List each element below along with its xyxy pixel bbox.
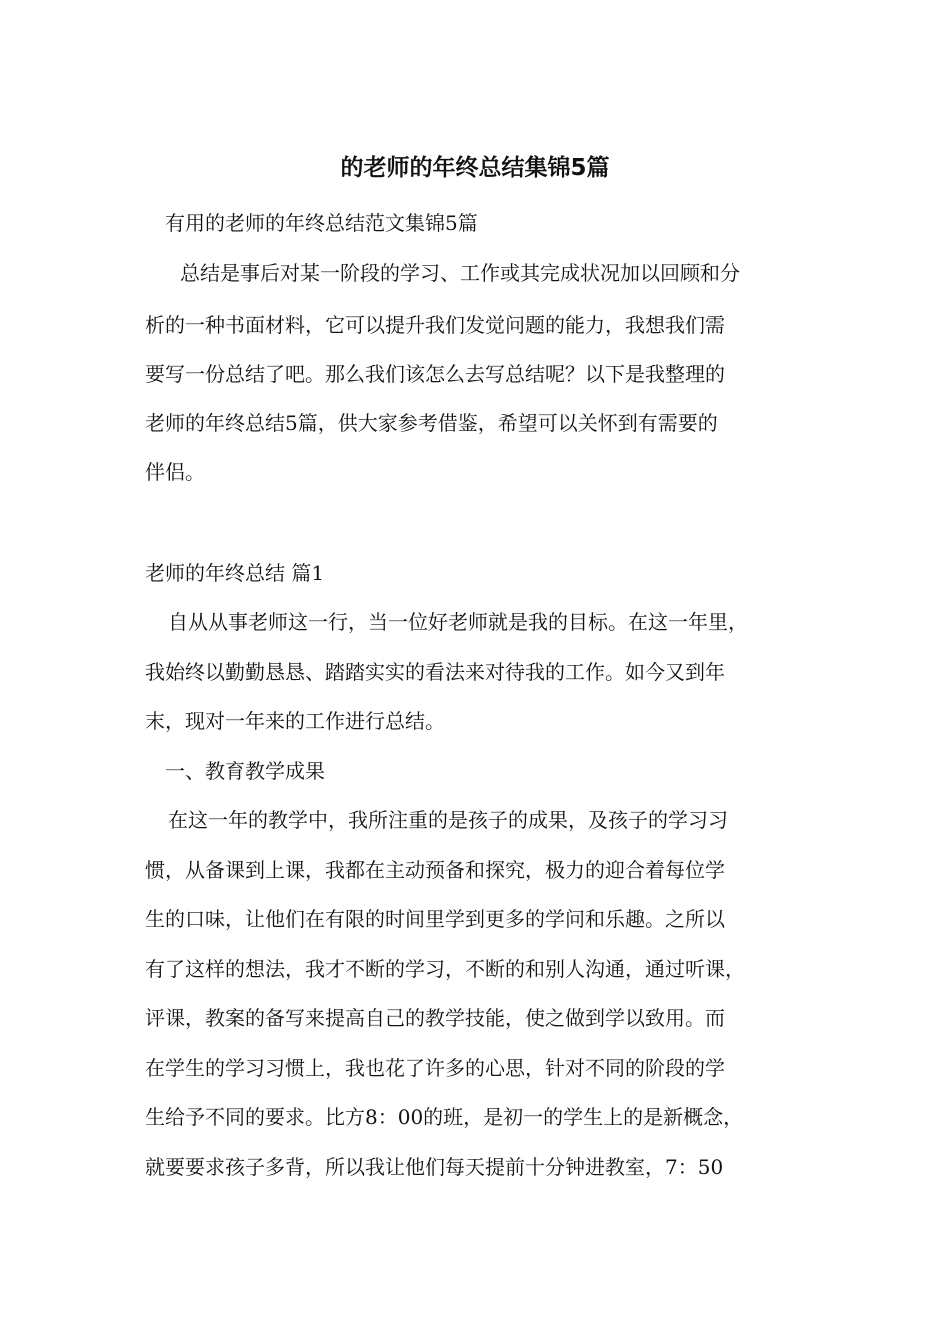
paragraph-line: 我始终以勤勤恳恳、踏踏实实的看法来对待我的工作。如今又到年 xyxy=(145,660,725,684)
paragraph-line: 生的口味，让他们在有限的时间里学到更多的学问和乐趣。之所以 xyxy=(145,907,725,931)
intro-line: 老师的年终总结5篇，供大家参考借鉴，希望可以关怀到有需要的 xyxy=(145,411,718,435)
section-heading: 老师的年终总结 篇1 xyxy=(145,561,325,585)
paragraph-line: 自从从事老师这一行，当一位好老师就是我的目标。在这一年里， xyxy=(168,610,748,634)
paragraph-line: 在学生的学习习惯上，我也花了许多的心思，针对不同的阶段的学 xyxy=(145,1056,725,1080)
document-title: 的老师的年终总结集锦5篇 xyxy=(340,155,610,181)
paragraph-line: 惯，从备课到上课，我都在主动预备和探究，极力的迎合着每位学 xyxy=(145,858,725,882)
paragraph-line: 生给予不同的要求。比方8：00的班，是初一的学生上的是新概念， xyxy=(145,1105,744,1129)
paragraph-line: 末，现对一年来的工作进行总结。 xyxy=(145,709,445,733)
intro-line: 伴侣。 xyxy=(145,460,205,484)
paragraph-line: 评课，教案的备写来提高自己的教学技能，使之做到学以致用。而 xyxy=(145,1006,725,1030)
paragraph-line: 在这一年的教学中，我所注重的是孩子的成果，及孩子的学习习 xyxy=(168,808,728,832)
subheading: 一、教育教学成果 xyxy=(165,759,325,783)
document-subtitle: 有用的老师的年终总结范文集锦5篇 xyxy=(165,211,478,235)
intro-line: 析的一种书面材料，它可以提升我们发觉问题的能力，我想我们需 xyxy=(145,313,725,337)
intro-line: 总结是事后对某一阶段的学习、工作或其完成状况加以回顾和分 xyxy=(180,261,740,285)
paragraph-line: 有了这样的想法，我才不断的学习，不断的和别人沟通，通过听课， xyxy=(145,957,745,981)
paragraph-line: 就要要求孩子多背，所以我让他们每天提前十分钟进教室，7：50 xyxy=(145,1155,724,1179)
intro-line: 要写一份总结了吧。那么我们该怎么去写总结呢？以下是我整理的 xyxy=(145,362,725,386)
